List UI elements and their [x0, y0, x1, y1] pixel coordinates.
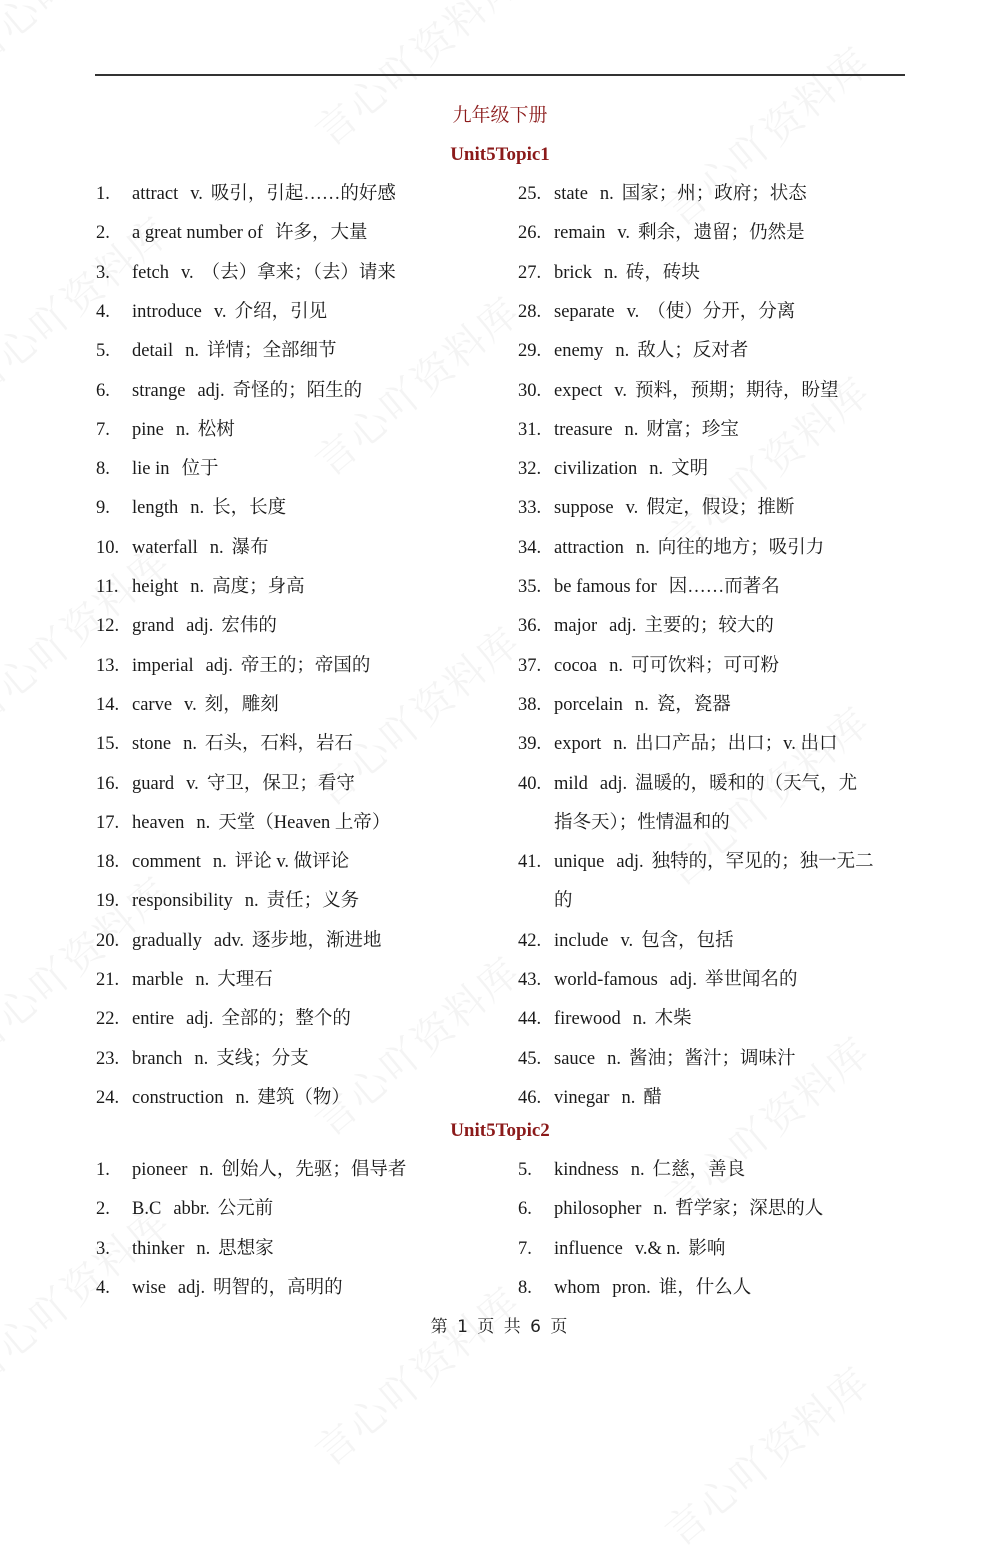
vocab-entry: [96, 418, 235, 442]
page-title: 九年级下册: [452, 104, 548, 126]
entry-number: 17.: [96, 812, 120, 833]
vocab-entry: [518, 614, 774, 638]
entry-definition: 因……而著名: [668, 577, 780, 597]
entry-definition: 思想家: [218, 1238, 274, 1259]
entry-number: 1.: [96, 184, 110, 204]
entry-part-of-speech: n.: [634, 694, 649, 715]
entry-number: 26.: [518, 223, 542, 244]
entry-definition: 假定，假设；推断: [646, 498, 795, 519]
entry-word: thinker: [132, 1238, 185, 1259]
vocab-entry: [518, 772, 858, 833]
vocab-entry: [518, 261, 700, 285]
entry-word: major: [554, 616, 598, 637]
entry-definition: 剩余，遗留；仍然是: [638, 223, 805, 244]
entry-definition-continued: 的: [554, 891, 573, 912]
entry-definition: 谁，什么人: [658, 1277, 752, 1298]
entry-part-of-speech: n.: [196, 812, 211, 833]
entry-definition: 长，长度: [212, 498, 287, 519]
vocab-entry: [96, 379, 362, 403]
entry-word: whom: [554, 1277, 601, 1298]
entry-part-of-speech: n.: [649, 459, 664, 480]
entry-word: carve: [132, 694, 173, 715]
entry-part-of-speech: v.: [626, 301, 640, 322]
entry-number: 28.: [518, 301, 542, 322]
entry-word: a great number of: [132, 223, 263, 244]
entry-word: pine: [132, 419, 164, 440]
entry-definition: 天堂（Heaven 上帝）: [218, 812, 391, 833]
entry-number: 10.: [96, 537, 120, 558]
watermark-text: [301, 0, 531, 158]
entry-part-of-speech: n.: [615, 341, 630, 362]
entry-number: 8.: [518, 1277, 532, 1298]
entry-word: fetch: [132, 262, 169, 283]
entry-definition: 责任；义务: [266, 891, 360, 912]
vocab-entry: [518, 182, 807, 206]
entry-part-of-speech: n.: [209, 537, 224, 558]
entry-definition: 预料，预期；期待，盼望: [634, 380, 839, 401]
vocab-entry: [96, 496, 286, 520]
entry-definition: 温暖的，暖和的（天气，尤: [635, 773, 858, 794]
entry-definition: 吸引，引起……的好感: [210, 184, 396, 204]
entry-number: 5.: [518, 1160, 532, 1180]
entry-word: gradually: [132, 930, 202, 951]
entry-definition: 包含，包括: [641, 930, 734, 951]
vocab-entry: [518, 418, 739, 442]
entry-definition: 高度；身高: [212, 577, 305, 597]
entry-number: 25.: [518, 184, 542, 204]
entry-word: state: [554, 184, 588, 204]
entry-word: imperial: [132, 655, 194, 676]
entry-number: 6.: [96, 380, 110, 401]
entry-word: vinegar: [554, 1087, 610, 1108]
entry-definition: 详情；全部细节: [206, 341, 337, 362]
entry-definition: 奇怪的；陌生的: [232, 380, 363, 401]
entry-word: heaven: [132, 812, 185, 833]
entry-number: 3.: [96, 262, 110, 283]
entry-number: 44.: [518, 1009, 542, 1030]
entry-number: 5.: [96, 341, 110, 362]
entry-definition: 松树: [197, 419, 235, 440]
entry-number: 31.: [518, 419, 542, 440]
vocab-entry: [518, 1197, 823, 1221]
entry-word: length: [132, 498, 179, 519]
entry-definition: 影响: [688, 1238, 726, 1259]
entry-word: philosopher: [554, 1199, 642, 1220]
vocab-entry: [96, 1197, 273, 1221]
entry-part-of-speech: v.& n.: [634, 1238, 681, 1259]
vocab-entry: [96, 221, 368, 245]
entry-number: 37.: [518, 655, 542, 676]
entry-definition: 可可饮料；可可粉: [631, 655, 780, 676]
entry-number: 20.: [96, 930, 120, 951]
entry-part-of-speech: n.: [212, 852, 227, 873]
entry-definition: 酱油；酱汁；调味汁: [628, 1048, 796, 1069]
entry-word: influence: [554, 1238, 623, 1259]
entry-number: 32.: [518, 459, 542, 480]
entry-number: 38.: [518, 694, 542, 715]
entry-number: 7.: [96, 419, 110, 440]
entry-part-of-speech: n.: [630, 1160, 645, 1180]
entry-number: 30.: [518, 380, 542, 401]
entry-part-of-speech: v.: [184, 694, 197, 715]
entry-number: 12.: [96, 616, 120, 637]
vocab-entry: [96, 1237, 274, 1261]
entry-definition: 宏伟的: [221, 616, 277, 637]
vocab-entry: [96, 1276, 343, 1300]
watermark-text: [301, 942, 531, 1148]
entry-part-of-speech: n.: [199, 1160, 214, 1180]
vocab-entry: [96, 339, 336, 363]
entry-number: 46.: [518, 1087, 542, 1108]
vocab-entry: [518, 221, 805, 245]
entry-part-of-speech: n.: [196, 1238, 211, 1259]
entry-definition: 瓷，瓷器: [656, 694, 731, 715]
entry-number: 15.: [96, 734, 120, 755]
entry-number: 1.: [96, 1160, 110, 1180]
entry-number: 45.: [518, 1048, 542, 1069]
entry-definition: 介绍，引见: [234, 301, 328, 322]
entry-part-of-speech: n.: [653, 1199, 668, 1220]
entry-part-of-speech: n.: [632, 1009, 647, 1030]
entry-word: suppose: [554, 498, 614, 519]
entry-number: 39.: [518, 734, 542, 755]
entry-definition: 哲学家；深思的人: [675, 1199, 824, 1220]
vocab-entry: [96, 261, 396, 285]
entry-part-of-speech: adj.: [669, 970, 698, 990]
entry-number: 23.: [96, 1048, 120, 1069]
vocab-entry: [96, 850, 349, 874]
page-footer: 第 1 页 共 6 页: [430, 1317, 570, 1337]
entry-part-of-speech: n.: [244, 891, 259, 912]
entry-number: 22.: [96, 1009, 120, 1030]
entry-word: branch: [132, 1048, 183, 1069]
vocab-entry: [96, 732, 353, 756]
entry-word: remain: [554, 223, 606, 244]
entry-word: expect: [554, 380, 603, 401]
entry-part-of-speech: adj.: [186, 616, 214, 637]
vocab-entry: [96, 300, 327, 324]
entry-definition: 向往的地方；吸引力: [657, 537, 825, 558]
watermark-text: [301, 1272, 531, 1478]
entry-word: kindness: [554, 1160, 619, 1180]
entry-definition: 逐步地，渐进地: [252, 930, 382, 951]
vocab-entry: [96, 1086, 350, 1110]
entry-word: firewood: [554, 1009, 621, 1030]
entry-word: cocoa: [554, 655, 598, 676]
entry-definition: 砖，砖块: [625, 262, 700, 283]
entry-word: guard: [132, 773, 175, 794]
entry-word: mild: [554, 773, 588, 794]
vocab-entry: [518, 339, 748, 363]
entry-part-of-speech: adj.: [616, 852, 644, 873]
vocab-entry: [96, 457, 219, 481]
entry-definition: 全部的；整个的: [221, 1009, 351, 1030]
entry-number: 43.: [518, 970, 542, 990]
entry-number: 18.: [96, 852, 120, 873]
vocab-entry: [96, 654, 370, 678]
vocab-entry: [96, 1047, 309, 1071]
entry-part-of-speech: v.: [625, 498, 639, 519]
vocab-entry: [518, 693, 731, 717]
entry-definition: 评论 v. 做评论: [234, 852, 350, 873]
entry-number: 6.: [518, 1199, 532, 1220]
entry-definition: 仁慈，善良: [652, 1160, 746, 1180]
entry-part-of-speech: n.: [194, 1048, 209, 1069]
entry-number: 27.: [518, 262, 542, 283]
entry-word: construction: [132, 1087, 224, 1108]
entry-number: 24.: [96, 1087, 120, 1108]
entry-definition: 木柴: [654, 1009, 692, 1030]
entry-part-of-speech: v.: [190, 184, 203, 204]
entry-word: introduce: [132, 301, 202, 322]
entry-number: 19.: [96, 891, 120, 912]
entry-part-of-speech: n.: [607, 1048, 621, 1069]
entry-part-of-speech: n.: [624, 419, 639, 440]
entry-definition: 独特的，罕见的；独一无二: [651, 852, 874, 873]
entry-number: 41.: [518, 852, 542, 873]
entry-word: height: [132, 577, 179, 597]
entry-part-of-speech: v.: [617, 223, 631, 244]
entry-number: 14.: [96, 694, 120, 715]
entry-definition: 瀑布: [231, 537, 269, 558]
entry-number: 7.: [518, 1238, 532, 1259]
vocab-entry: [96, 1007, 351, 1031]
entry-word: B.C: [132, 1199, 162, 1220]
entry-number: 2.: [96, 1199, 110, 1220]
vocab-entry: [96, 614, 277, 638]
entry-part-of-speech: abbr.: [173, 1199, 210, 1220]
entry-definition: 建筑（物）: [257, 1087, 350, 1108]
entry-part-of-speech: n.: [175, 419, 190, 440]
entry-part-of-speech: n.: [195, 970, 210, 990]
entry-definition: 财富；珍宝: [646, 419, 739, 440]
vocab-entry: [96, 182, 396, 206]
entry-part-of-speech: n.: [609, 655, 624, 676]
vocab-entry: [96, 772, 355, 796]
entry-word: entire: [132, 1009, 175, 1030]
entry-definition: 刻，雕刻: [204, 694, 279, 715]
entry-number: 34.: [518, 537, 542, 558]
watermark-text: [651, 32, 881, 238]
vocab-entry: [96, 693, 279, 717]
entry-word: separate: [554, 301, 615, 322]
entry-definition: （使）分开，分离: [647, 301, 796, 322]
entry-part-of-speech: adj.: [186, 1009, 214, 1030]
entry-word: wise: [132, 1277, 166, 1298]
vocab-entry: [518, 1047, 795, 1071]
entry-word: enemy: [554, 341, 604, 362]
vocab-entry: [518, 1237, 725, 1261]
entry-part-of-speech: adj.: [609, 616, 637, 637]
entry-part-of-speech: n.: [635, 537, 650, 558]
entry-word: stone: [132, 734, 172, 755]
entry-word: marble: [132, 970, 184, 990]
entry-definition: （去）拿来；（去）请来: [201, 262, 396, 283]
entry-definition: 创始人，先驱；倡导者: [221, 1160, 407, 1180]
vocab-entry: [518, 654, 779, 678]
entry-definition: 许多，大量: [274, 223, 368, 244]
vocab-entry: [96, 536, 269, 560]
entry-part-of-speech: v.: [620, 930, 634, 951]
entry-number: 16.: [96, 773, 120, 794]
entry-word: strange: [132, 380, 186, 401]
entry-word: export: [554, 734, 602, 755]
entry-definition: 举世闻名的: [705, 970, 798, 990]
entry-definition: 位于: [181, 459, 219, 480]
entry-word: unique: [554, 852, 605, 873]
entry-definition: 主要的；较大的: [644, 616, 774, 637]
vocab-entry: [518, 457, 708, 481]
entry-word: lie in: [132, 459, 170, 480]
entry-part-of-speech: adj.: [177, 1277, 206, 1298]
vocab-entry: [96, 1158, 406, 1182]
watermark-text: [651, 1352, 881, 1558]
entry-number: 2.: [96, 223, 110, 244]
entry-number: 8.: [96, 459, 110, 480]
entry-definition: 明智的，高明的: [213, 1277, 343, 1298]
entry-definition: 敌人；反对者: [637, 341, 749, 362]
vocab-entry: [518, 929, 734, 953]
vocab-entry: [96, 811, 390, 835]
vocab-entry: [518, 536, 824, 560]
vocab-entry: [518, 496, 794, 520]
entry-part-of-speech: adj.: [205, 655, 233, 676]
entry-word: detail: [132, 341, 174, 362]
entry-part-of-speech: adj.: [197, 380, 225, 401]
entry-word: porcelain: [554, 694, 623, 715]
vocab-entry: [518, 575, 780, 599]
entry-definition: 守卫，保卫；看守: [206, 773, 355, 794]
vocab-entry: [518, 379, 838, 403]
entry-number: 29.: [518, 341, 542, 362]
entry-number: 40.: [518, 773, 542, 794]
entry-definition: 公元前: [217, 1199, 274, 1220]
entry-number: 36.: [518, 616, 542, 637]
header-rule: [95, 74, 905, 76]
entry-definition: 醋: [643, 1087, 662, 1108]
entry-word: civilization: [554, 459, 638, 480]
entry-part-of-speech: n.: [190, 577, 205, 597]
entry-number: 3.: [96, 1238, 110, 1259]
section-heading-topic2: Unit5Topic2: [450, 1120, 550, 1141]
entry-word: be famous for: [554, 577, 657, 597]
entry-word: responsibility: [132, 891, 233, 912]
vocab-entry: [518, 1007, 692, 1031]
entry-definition: 大理石: [217, 970, 273, 990]
entry-number: 42.: [518, 930, 542, 951]
entry-part-of-speech: n.: [235, 1087, 250, 1108]
entry-word: pioneer: [132, 1160, 188, 1180]
section-heading-topic1: Unit5Topic1: [450, 144, 550, 165]
entry-word: include: [554, 930, 609, 951]
entry-definition: 文明: [671, 459, 709, 480]
vocab-entry: [518, 1276, 751, 1300]
entry-number: 4.: [96, 301, 110, 322]
vocab-entry: [518, 1086, 662, 1110]
entry-part-of-speech: adv.: [213, 930, 245, 951]
entry-part-of-speech: n.: [613, 734, 628, 755]
entry-number: 21.: [96, 970, 120, 990]
entry-word: treasure: [554, 419, 613, 440]
entry-definition: 帝王的；帝国的: [240, 655, 371, 676]
entry-word: brick: [554, 262, 593, 283]
entry-part-of-speech: n.: [604, 262, 618, 283]
entry-number: 11.: [96, 577, 119, 597]
entry-part-of-speech: n.: [599, 184, 614, 204]
entry-number: 33.: [518, 498, 542, 519]
entry-part-of-speech: v.: [213, 301, 227, 322]
entry-part-of-speech: n.: [183, 734, 197, 755]
entry-number: 13.: [96, 655, 120, 676]
entry-number: 4.: [96, 1277, 110, 1298]
vocab-entry: [518, 300, 795, 324]
entry-part-of-speech: n.: [190, 498, 205, 519]
vocab-entry: [518, 850, 874, 912]
entry-number: 35.: [518, 577, 542, 597]
entry-part-of-speech: n.: [621, 1087, 636, 1108]
vocab-entry: [96, 889, 359, 913]
watermark-text: [0, 0, 181, 78]
entry-word: comment: [132, 852, 201, 873]
entry-part-of-speech: pron.: [612, 1277, 651, 1298]
entry-word: world-famous: [554, 970, 658, 990]
entry-part-of-speech: adj.: [599, 773, 628, 794]
entry-definition: 石头，石料，岩石: [204, 734, 353, 755]
entry-word: waterfall: [132, 537, 198, 558]
vocab-entry: [518, 968, 798, 992]
entry-definition: 支线；分支: [216, 1048, 309, 1069]
vocab-entry: [96, 929, 382, 953]
vocab-entry: [96, 968, 273, 992]
entry-definition: 出口产品；出口；v. 出口: [635, 734, 838, 755]
vocab-entry: [518, 732, 837, 756]
entry-part-of-speech: v.: [180, 262, 194, 283]
vocab-entry: [96, 575, 305, 599]
entry-part-of-speech: n.: [185, 341, 199, 362]
entry-part-of-speech: v.: [186, 773, 199, 794]
entry-definition-continued: 指冬天）；性情温和的: [554, 812, 730, 833]
vocab-entry: [518, 1158, 745, 1182]
entry-definition: 国家；州；政府；状态: [621, 184, 807, 204]
entry-word: attraction: [554, 537, 624, 558]
entry-word: grand: [132, 616, 175, 637]
entry-part-of-speech: v.: [614, 380, 627, 401]
entry-word: attract: [132, 184, 179, 204]
entry-number: 9.: [96, 498, 110, 519]
entry-word: sauce: [554, 1048, 596, 1069]
